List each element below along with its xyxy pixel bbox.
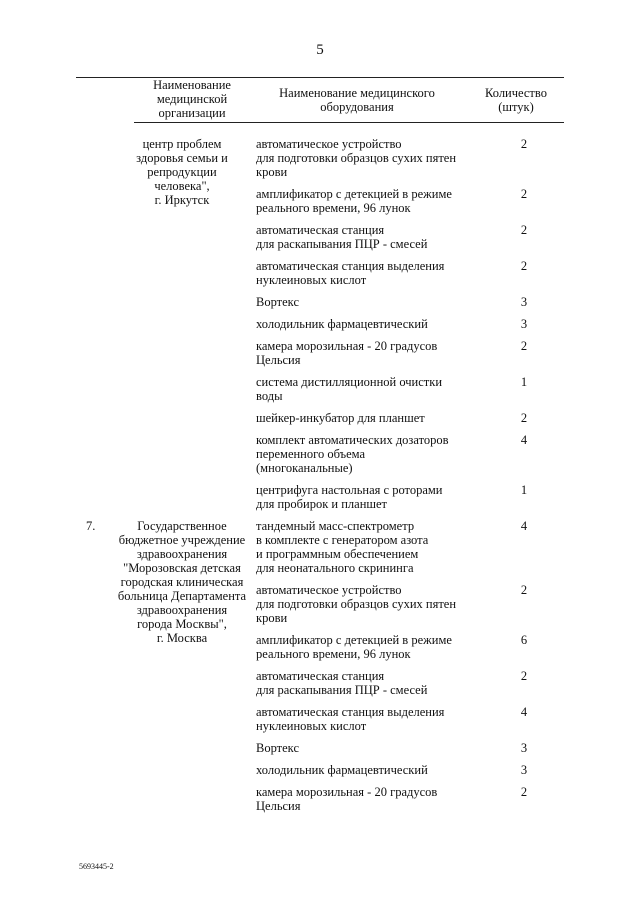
equipment-list: [250, 519, 564, 821]
table-row: [256, 583, 564, 625]
equipment-table: [76, 137, 564, 821]
equipment-line: автоматическая станция выделения: [256, 705, 445, 719]
equipment-list: [250, 137, 564, 519]
equipment-line: реального времени, 96 лунок: [256, 647, 411, 661]
equipment-quantity: 2: [520, 187, 528, 201]
organization-line: "Морозовская детская: [123, 561, 241, 575]
equipment-line: реального времени, 96 лунок: [256, 201, 411, 215]
equipment-line: нуклеиновых кислот: [256, 719, 367, 733]
organization-line: городская клиническая: [120, 575, 244, 589]
equipment-quantity: 2: [520, 223, 528, 237]
equipment-line: система дистилляционной очистки: [256, 375, 443, 389]
organization-name: [114, 519, 250, 821]
table-row: [256, 223, 564, 251]
organization-line: центр проблем: [142, 137, 222, 151]
equipment-line: нуклеиновых кислот: [256, 273, 367, 287]
table-row: [256, 785, 564, 813]
table-row: [256, 259, 564, 287]
equipment-name: [256, 669, 466, 697]
organization-line: г. Москва: [156, 631, 208, 645]
equipment-line: центрифуга настольная с роторами: [256, 483, 443, 497]
equipment-line: автоматическая станция: [256, 669, 385, 683]
organization-group: [76, 519, 564, 821]
equipment-quantity: 2: [520, 339, 528, 353]
table-row: [256, 317, 564, 331]
equipment-name: [256, 705, 466, 733]
table-row: [256, 375, 564, 403]
table-row: [256, 339, 564, 367]
organization-group: [76, 137, 564, 519]
table-row: [256, 483, 564, 511]
equipment-line: комплект автоматических дозаторов: [256, 433, 449, 447]
equipment-quantity: 4: [520, 519, 528, 533]
equipment-quantity: 4: [520, 433, 528, 447]
equipment-name: [256, 583, 466, 625]
equipment-line: для подготовки образцов сухих пятен: [256, 597, 457, 611]
equipment-line: автоматическое устройство: [256, 583, 402, 597]
organization-line: г. Иркутск: [154, 193, 210, 207]
equipment-line: холодильник фармацевтический: [256, 317, 428, 331]
table-row: [256, 295, 564, 309]
equipment-name: [256, 519, 466, 575]
organization-line: репродукции: [147, 165, 217, 179]
equipment-line: Вортекс: [256, 741, 299, 755]
table-header-rule: [134, 122, 564, 123]
organization-line: здоровья семьи и: [136, 151, 228, 165]
organization-name: [114, 137, 250, 519]
equipment-quantity: 2: [520, 669, 528, 683]
equipment-name: [256, 187, 466, 215]
document-code: 5693445-2: [79, 862, 114, 871]
equipment-name: [256, 633, 466, 661]
equipment-quantity: 2: [520, 411, 528, 425]
equipment-name: [256, 317, 466, 331]
equipment-name: [256, 295, 466, 309]
equipment-name: [256, 259, 466, 287]
page-number: 5: [316, 42, 324, 58]
equipment-quantity: 2: [520, 785, 528, 799]
equipment-name: [256, 483, 466, 511]
equipment-quantity: 3: [520, 295, 528, 309]
equipment-name: [256, 785, 466, 813]
equipment-quantity: 3: [520, 763, 528, 777]
column-header-equipment: [250, 86, 464, 114]
equipment-quantity: 4: [520, 705, 528, 719]
equipment-line: крови: [256, 165, 288, 179]
equipment-line: переменного объема: [256, 447, 365, 461]
equipment-line: воды: [256, 389, 283, 403]
equipment-name: [256, 339, 466, 367]
equipment-quantity: 1: [520, 375, 528, 389]
header-line: оборудования: [320, 100, 394, 114]
table-row: [256, 137, 564, 179]
header-line: медицинской: [156, 92, 228, 106]
equipment-line: (многоканальные): [256, 461, 353, 475]
equipment-line: для раскапывания ПЦР - смесей: [256, 683, 428, 697]
equipment-name: [256, 137, 466, 179]
table-row: [256, 411, 564, 425]
equipment-line: автоматическая станция выделения: [256, 259, 445, 273]
column-header-quantity: [468, 86, 564, 114]
equipment-line: камера морозильная - 20 градусов: [256, 785, 438, 799]
equipment-quantity: 3: [520, 741, 528, 755]
equipment-line: тандемный масс-спектрометр: [256, 519, 415, 533]
table-row: [256, 519, 564, 575]
header-line: организации: [158, 106, 226, 120]
column-header-organization: [134, 78, 250, 120]
table-row: [256, 741, 564, 755]
equipment-line: для раскапывания ПЦР - смесей: [256, 237, 428, 251]
equipment-line: Вортекс: [256, 295, 299, 309]
header-line: Количество: [485, 86, 547, 100]
organization-line: бюджетное учреждение: [118, 533, 246, 547]
header-line: Наименование: [153, 78, 231, 92]
equipment-name: [256, 411, 466, 425]
equipment-quantity: 1: [520, 483, 528, 497]
equipment-name: [256, 763, 466, 777]
table-row: [256, 669, 564, 697]
equipment-quantity: 2: [520, 259, 528, 273]
organization-line: больница Департамента: [117, 589, 247, 603]
header-line: (штук): [498, 100, 534, 114]
organization-line: человека",: [154, 179, 210, 193]
equipment-name: [256, 375, 466, 403]
equipment-name: [256, 741, 466, 755]
header-line: Наименование медицинского: [279, 86, 435, 100]
equipment-line: для пробирок и планшет: [256, 497, 388, 511]
organization-line: Государственное: [137, 519, 227, 533]
equipment-line: для неонатального скрининга: [256, 561, 414, 575]
organization-line: здравоохранения: [136, 603, 228, 617]
equipment-line: для подготовки образцов сухих пятен: [256, 151, 457, 165]
equipment-line: амплификатор с детекцией в режиме: [256, 187, 452, 201]
equipment-quantity: 3: [520, 317, 528, 331]
equipment-line: Цельсия: [256, 799, 301, 813]
equipment-line: в комплекте с генератором азота: [256, 533, 429, 547]
equipment-line: камера морозильная - 20 градусов: [256, 339, 438, 353]
table-row: [256, 433, 564, 475]
organization-line: здравоохранения: [136, 547, 228, 561]
equipment-line: Цельсия: [256, 353, 301, 367]
equipment-name: [256, 223, 466, 251]
table-row: [256, 763, 564, 777]
equipment-line: и программным обеспечением: [256, 547, 419, 561]
equipment-line: шейкер-инкубатор для планшет: [256, 411, 425, 425]
table-row: [256, 187, 564, 215]
equipment-quantity: 2: [520, 137, 528, 151]
row-number: [76, 137, 114, 519]
equipment-line: автоматическое устройство: [256, 137, 402, 151]
table-row: [256, 705, 564, 733]
equipment-line: крови: [256, 611, 288, 625]
equipment-line: холодильник фармацевтический: [256, 763, 428, 777]
table-row: [256, 633, 564, 661]
equipment-quantity: 2: [520, 583, 528, 597]
equipment-line: амплификатор с детекцией в режиме: [256, 633, 452, 647]
equipment-quantity: 6: [520, 633, 528, 647]
row-number: 7.: [86, 519, 96, 533]
equipment-name: [256, 433, 466, 475]
organization-line: города Москвы",: [137, 617, 227, 631]
equipment-line: автоматическая станция: [256, 223, 385, 237]
